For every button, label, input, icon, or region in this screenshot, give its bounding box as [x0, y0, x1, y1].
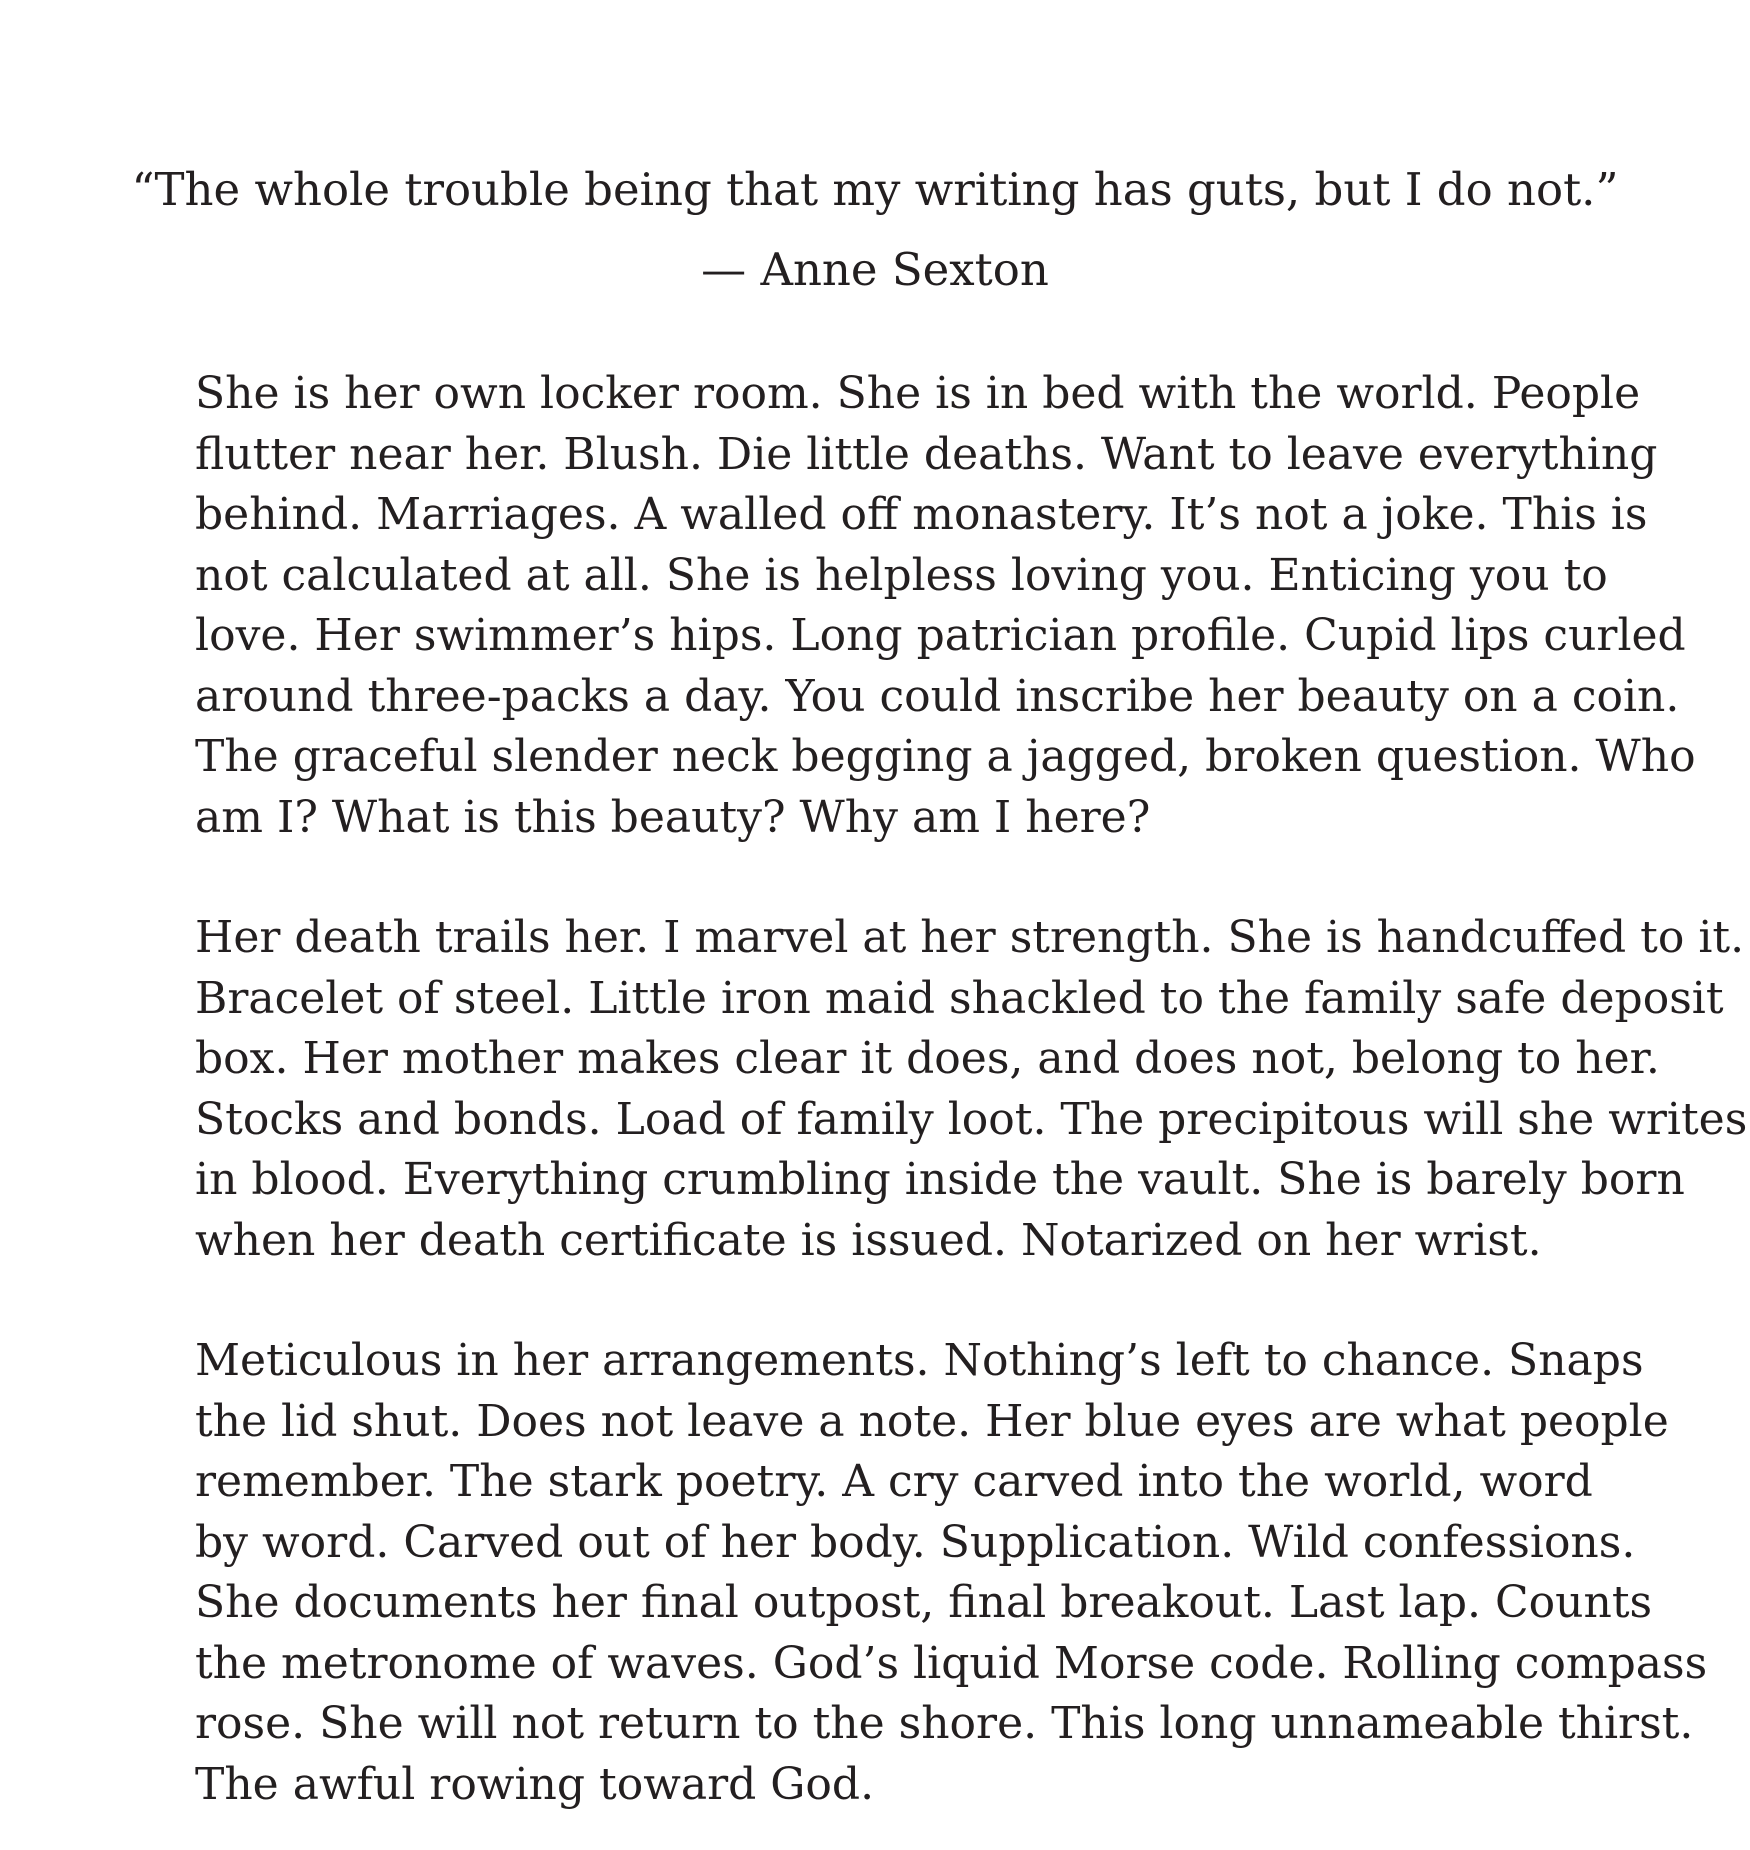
text-line: not calculated at all. She is helpless loving you. Enticing you to — [195, 549, 1608, 601]
text-line: The awful rowing toward God. — [195, 1758, 875, 1810]
text-line: The graceful slender neck begging a jagged, broken question. Who — [195, 731, 1696, 782]
text-line: around three-packs a day. You could inscribe her beauty on a coin. — [195, 670, 1680, 722]
text-line: flutter near her. Blush. Die little deaths. Want to leave everything — [195, 428, 1658, 480]
text-line: am I? What is this beauty? Why am I here? — [195, 791, 1151, 843]
text-line: the lid shut. Does not leave a note. Her blue eyes are what people — [195, 1395, 1669, 1447]
text-line: remember. The stark poetry. A cry carved into the world, word — [195, 1456, 1593, 1507]
text-line: in blood. Everything crumbling inside the vault. She is barely born — [195, 1154, 1685, 1205]
epigraph-quote: “The whole trouble being that my writing has guts, but I do not.” — [131, 163, 1619, 216]
paragraph-3 — [195, 1331, 1708, 1815]
text-line: Stocks and bonds. Load of family loot. The precipitous will she writes — [195, 1093, 1748, 1145]
text-line: Meticulous in her arrangements. Nothing’s left to chance. Snaps — [195, 1335, 1644, 1386]
text-line: Bracelet of steel. Little iron maid shackled to the family safe deposit — [195, 972, 1724, 1024]
epigraph-attribution: — Anne Sexton — [701, 243, 1049, 296]
text-line: when her death certificate is issued. Notarized on her wrist. — [195, 1214, 1542, 1266]
text-line: box. Her mother makes clear it does, and does not, belong to her. — [195, 1033, 1660, 1084]
text-line: behind. Marriages. A walled off monastery. It’s not a joke. This is — [195, 489, 1648, 540]
text-line: She documents her final outpost, final breakout. Last lap. Counts — [195, 1577, 1653, 1628]
text-line: love. Her swimmer’s hips. Long patrician profile. Cupid lips curled — [195, 610, 1686, 661]
text-line: by word. Carved out of her body. Supplication. Wild confessions. — [195, 1516, 1636, 1568]
text-line: She is her own locker room. She is in bed with the world. People — [195, 368, 1641, 419]
paragraph-2 — [195, 908, 1748, 1271]
text-line: Her death trails her. I marvel at her strength. She is handcuffed to it. — [195, 912, 1745, 963]
text-line: rose. She will not return to the shore. This long unnameable thirst. — [195, 1698, 1694, 1749]
text-line: the metronome of waves. God’s liquid Morse code. Rolling compass — [195, 1637, 1708, 1689]
paragraph-1 — [195, 364, 1696, 848]
